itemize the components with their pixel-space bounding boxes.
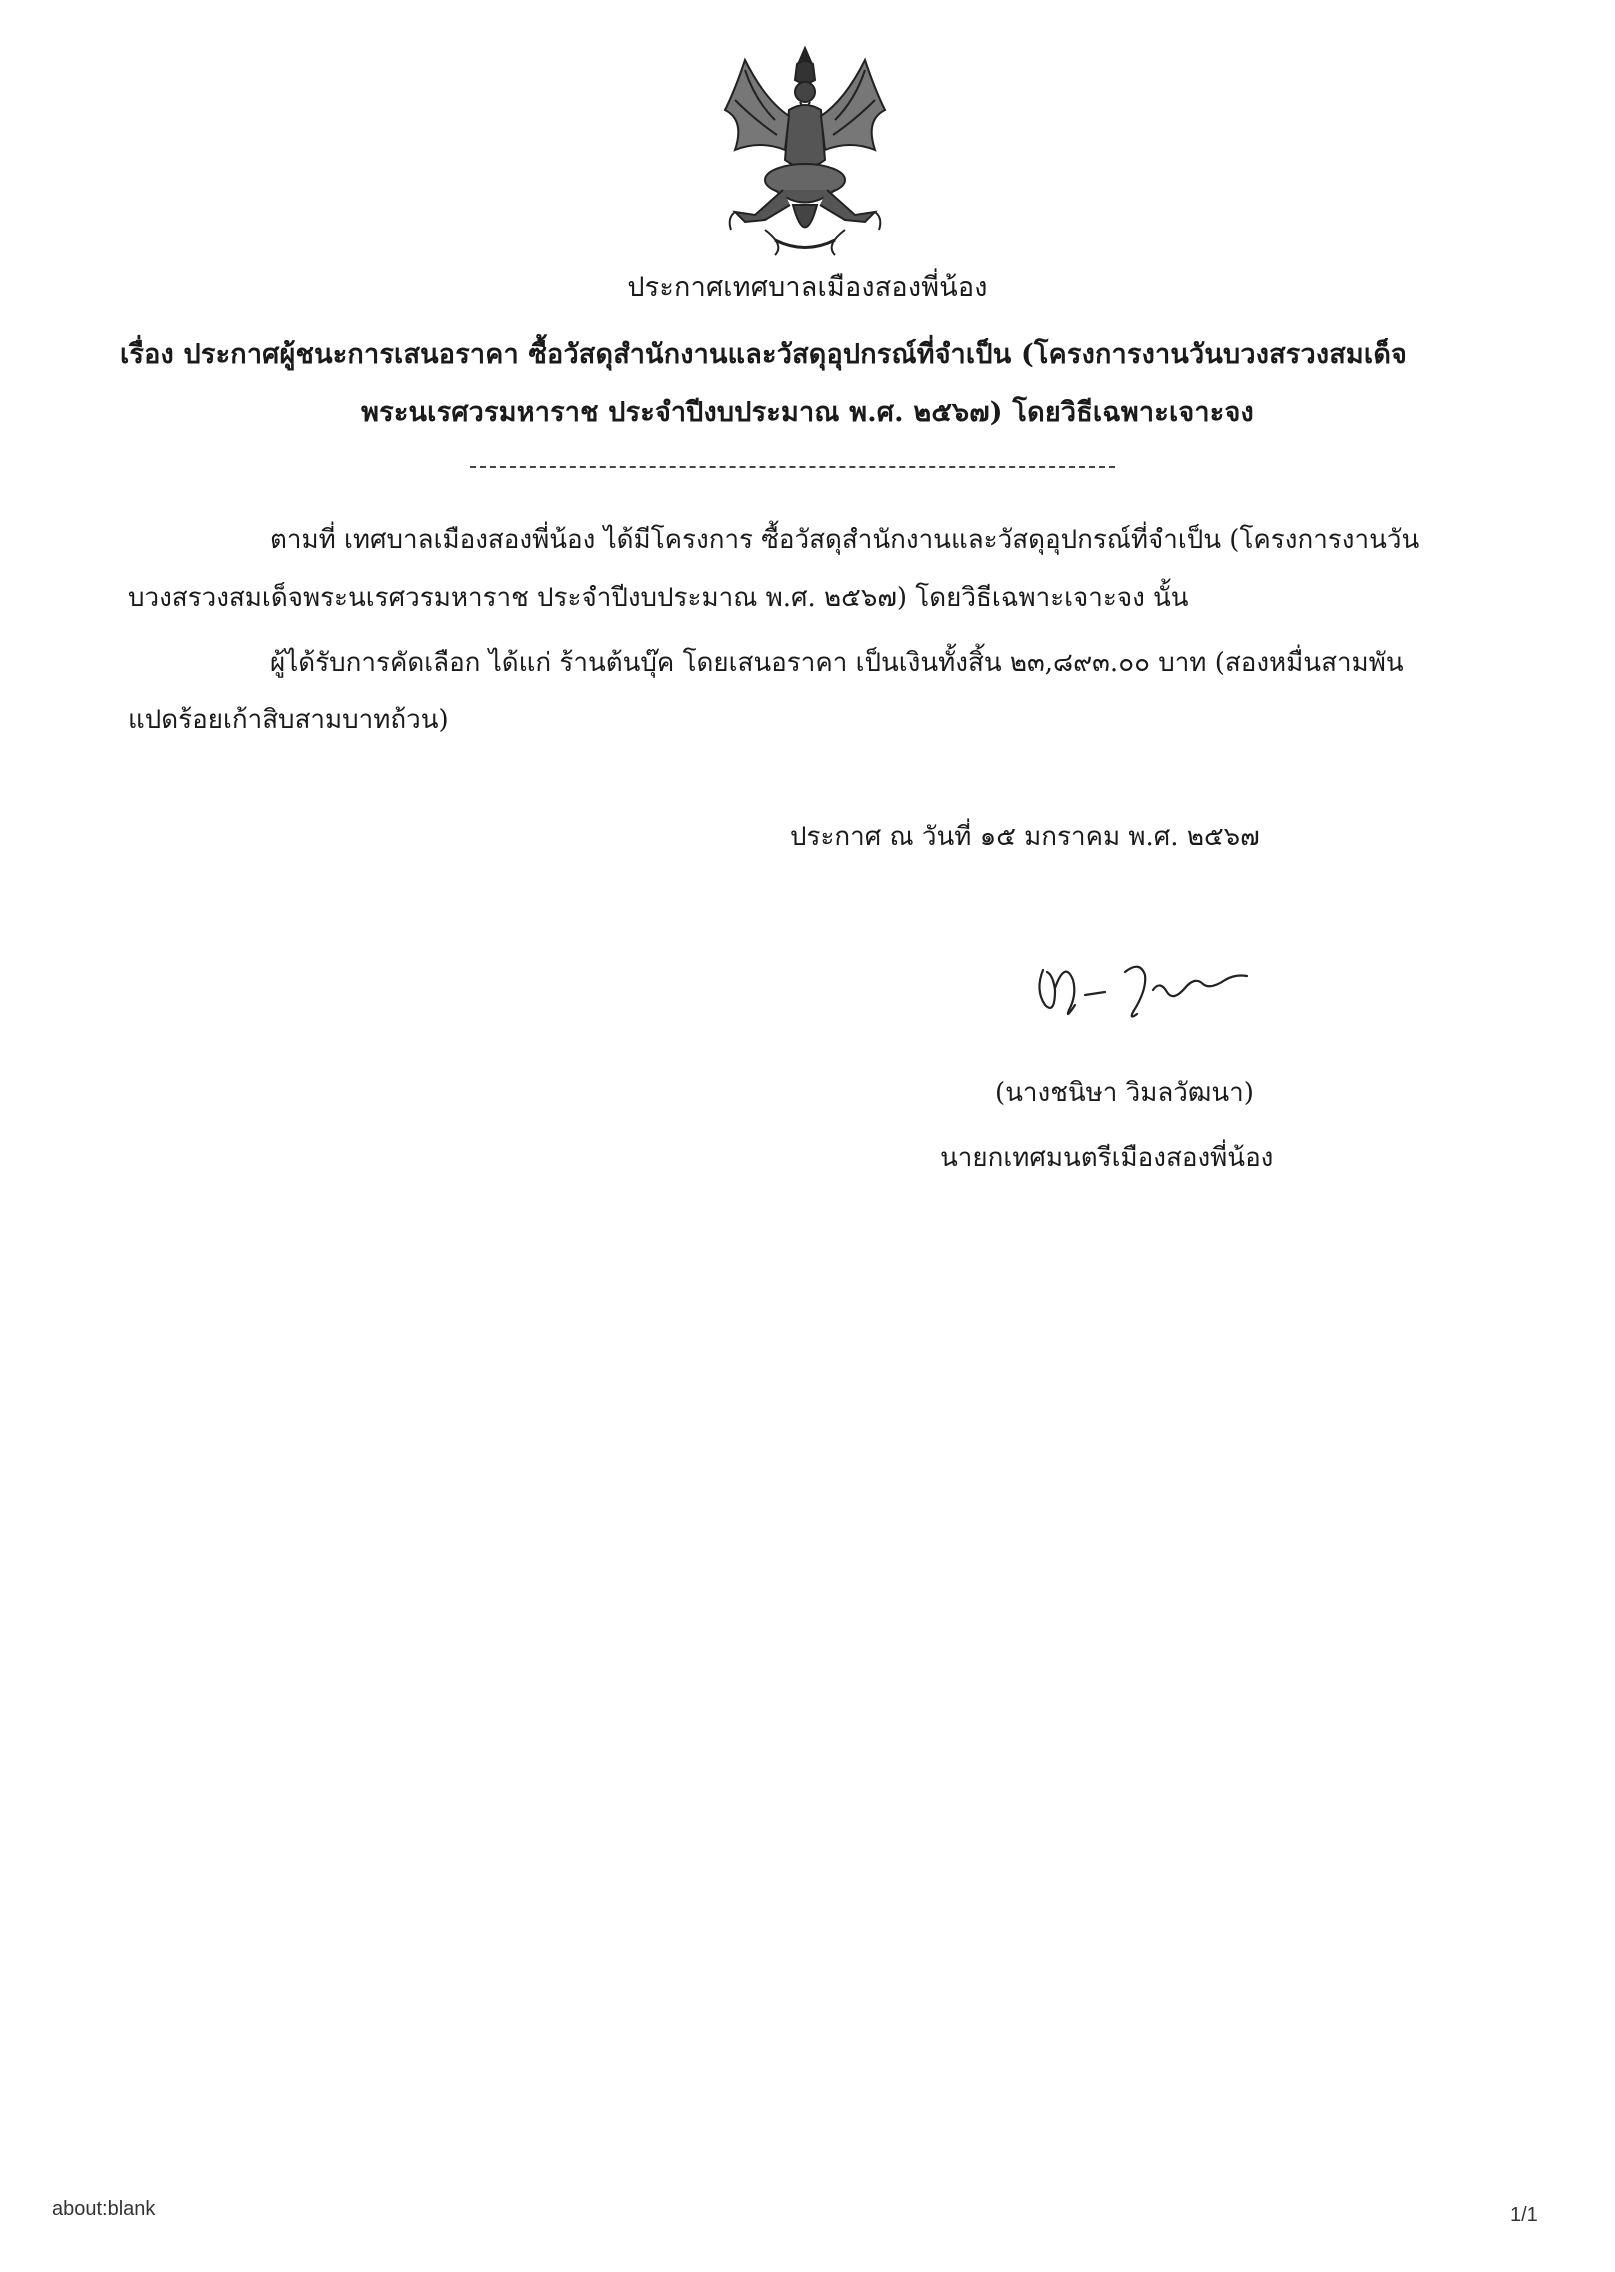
organization-heading: ประกาศเทศบาลเมืองสองพี่น้อง (627, 272, 988, 303)
signature-image (1025, 950, 1265, 1030)
footer-page-number: 1/1 (1510, 2204, 1538, 2226)
garuda-emblem-icon (705, 40, 905, 265)
body-paragraph-1-line-1: ตามที่ เทศบาลเมืองสองพี่น้อง ได้มีโครงการ ซื้อวัสดุสำนักงานและวัสดุอุปกรณ์ที่จำเป็น (โครงการงานวัน (270, 525, 1420, 555)
signer-name: (นางชนิษา วิมลวัฒนา) (995, 1078, 1254, 1108)
subject-line-1: เรื่อง ประกาศผู้ชนะการเสนอราคา ซื้อวัสดุสำนักงานและวัสดุอุปกรณ์ที่จำเป็น (โครงการงานวันบวงสรวงสมเด็จ (120, 339, 1408, 370)
body-paragraph-1-line-2: บวงสรวงสมเด็จพระนเรศวรมหาราช ประจำปีงบประมาณ พ.ศ. ๒๕๖๗) โดยวิธีเฉพาะเจาะจง นั้น (128, 583, 1189, 613)
announcement-date: ประกาศ ณ วันที่ ๑๕ มกราคม พ.ศ. ๒๕๖๗ (790, 822, 1260, 852)
subject-line-2: พระนเรศวรมหาราช ประจำปีงบประมาณ พ.ศ. ๒๕๖๗) โดยวิธีเฉพาะเจาะจง (361, 397, 1254, 428)
footer-url: about:blank (52, 2198, 156, 2220)
separator-line (470, 466, 1115, 468)
body-paragraph-2-line-1: ผู้ได้รับการคัดเลือก ได้แก่ ร้านต้นบุ๊ค โดยเสนอราคา เป็นเงินทั้งสิ้น ๒๓,๘๙๓.๐๐ บาท (สองหมื่นสามพัน (270, 648, 1404, 678)
signer-title: นายกเทศมนตรีเมืองสองพี่น้อง (940, 1143, 1274, 1173)
body-paragraph-2-line-2: แปดร้อยเก้าสิบสามบาทถ้วน) (128, 705, 449, 735)
